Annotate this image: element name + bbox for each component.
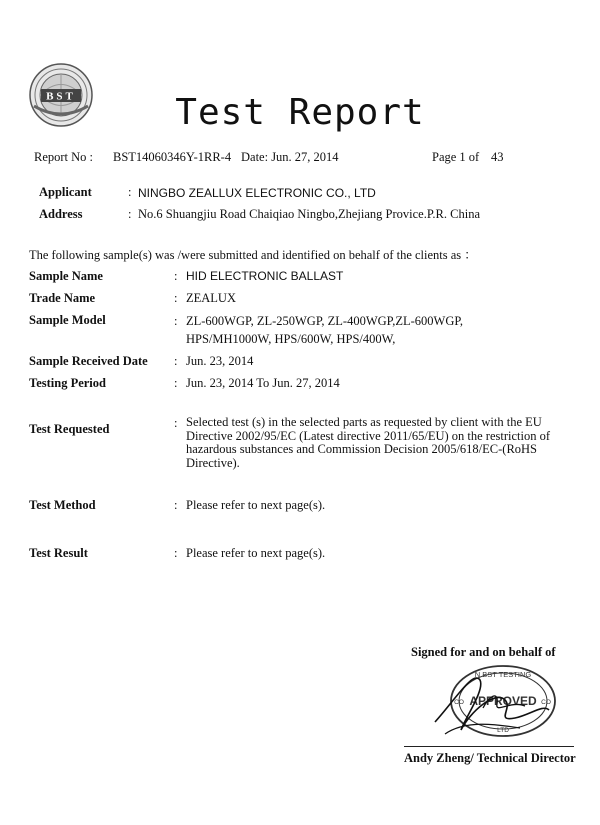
page-label: Page 1 of <box>432 150 480 164</box>
applicant-label: Applicant <box>39 185 92 199</box>
stamp-top-text: N BST TESTING <box>474 670 532 679</box>
trade-name-label: Trade Name <box>29 291 96 305</box>
colon: : <box>174 498 178 512</box>
sample-model-line1: ZL-600WGP, ZL-250WGP, ZL-400WGP,ZL-600WGP, <box>186 314 464 328</box>
sample-model-label: Sample Model <box>29 313 106 327</box>
colon: : <box>174 416 178 430</box>
stamp-right-text: CO <box>541 699 551 706</box>
report-date: Date: Jun. 27, 2014 <box>241 150 339 164</box>
logo-text: BST <box>46 90 76 103</box>
test-result-value: Please refer to next page(s). <box>186 546 326 560</box>
colon: : <box>174 354 178 368</box>
test-result-label: Test Result <box>29 546 88 560</box>
applicant-value: NINGBO ZEALLUX ELECTRONIC CO., LTD <box>138 186 376 200</box>
stamp-bottom-text: LTD <box>497 727 509 734</box>
sample-name-label: Sample Name <box>29 269 103 283</box>
testing-period-value: Jun. 23, 2014 To Jun. 27, 2014 <box>186 376 340 390</box>
intro-text: The following sample(s) was /were submitted and identified on behalf of the clients as ： <box>29 248 477 262</box>
colon: : <box>174 376 178 390</box>
report-no-value: BST14060346Y-1RR-4 <box>113 150 232 164</box>
sample-model-line2: HPS/MH1000W, HPS/600W, HPS/400W, <box>186 332 396 346</box>
total-pages: 43 <box>491 150 504 164</box>
trade-name-value: ZEALUX <box>186 291 236 305</box>
colon: : <box>174 269 178 283</box>
address-value: No.6 Shuangjiu Road Chaiqiao Ningbo,Zhejiang Provice.P.R. China <box>138 207 480 221</box>
signer-name: Andy Zheng/ Technical Director <box>404 751 576 765</box>
signature-line <box>404 746 574 747</box>
stamp-main-text: APPROVED <box>469 694 537 708</box>
received-date-value: Jun. 23, 2014 <box>186 354 254 368</box>
colon: : <box>174 314 178 328</box>
received-date-label: Sample Received Date <box>29 354 148 368</box>
test-method-label: Test Method <box>29 498 96 512</box>
colon: : <box>128 185 132 199</box>
test-requested-label: Test Requested <box>29 422 110 436</box>
colon: : <box>174 291 178 305</box>
address-label: Address <box>39 207 83 221</box>
test-requested-value: Selected test (s) in the selected parts as requested by client with the EU Directive 2002/95/EC (Latest directive 2011/65/EU) on the restriction of hazardous substances and Commission Decision 2005/618/EC-(RoHS Directive). <box>186 415 551 470</box>
test-method-value: Please refer to next page(s). <box>186 498 326 512</box>
page-title: Test Report <box>175 92 425 133</box>
stamp-left-text: CO <box>454 699 464 706</box>
signed-on-behalf: Signed for and on behalf of <box>411 645 556 659</box>
approved-stamp <box>425 660 565 742</box>
colon: : <box>174 546 178 560</box>
testing-period-label: Testing Period <box>29 376 106 390</box>
report-no-label: Report No : <box>34 150 94 164</box>
colon: : <box>128 207 132 221</box>
sample-name-value: HID ELECTRONIC BALLAST <box>186 269 344 283</box>
